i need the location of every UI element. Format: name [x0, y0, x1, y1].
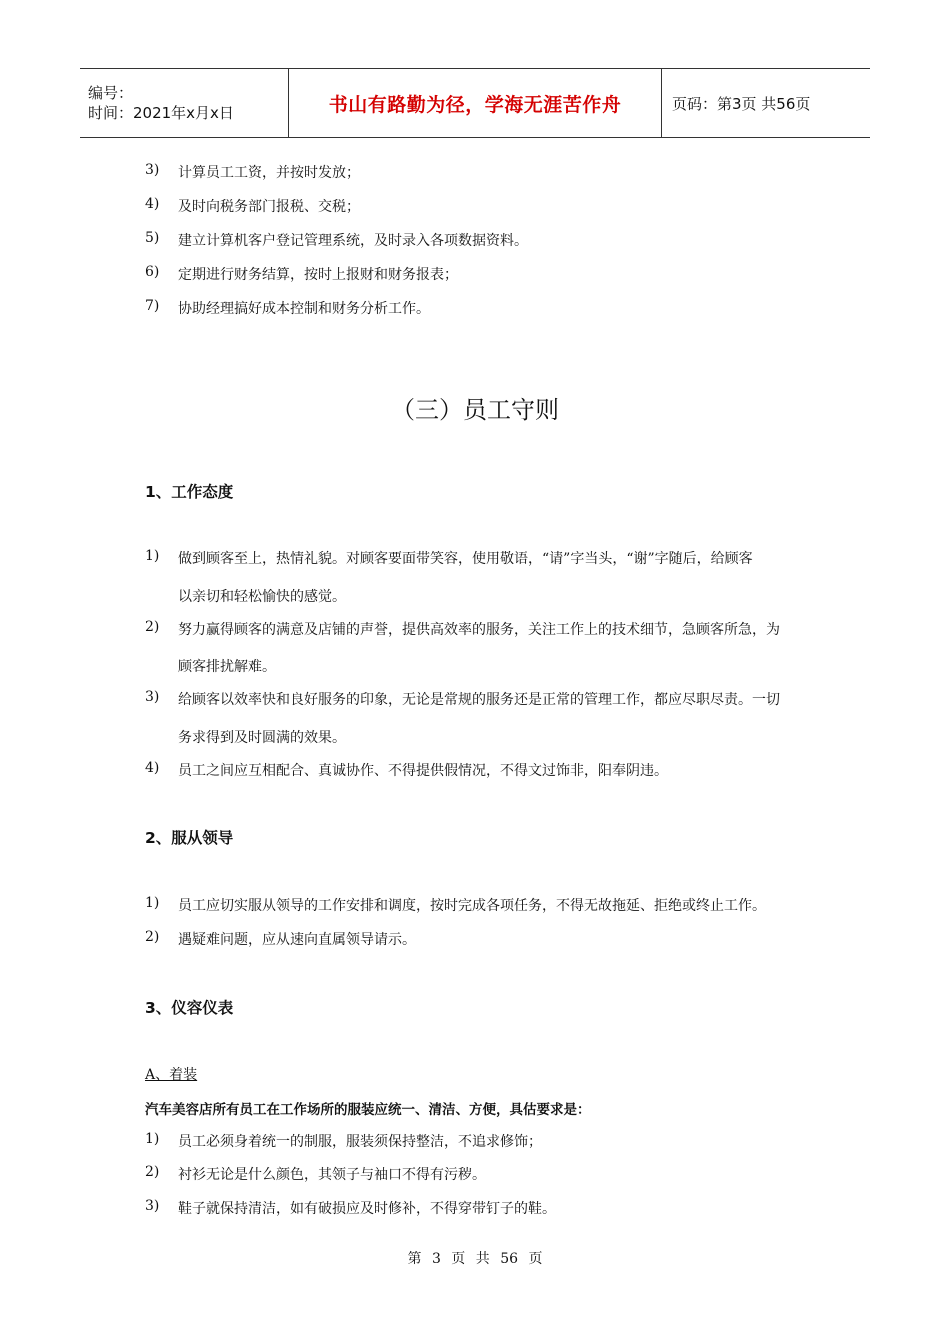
time-label: 时间：2021年x月x日 — [88, 104, 234, 122]
list-item: 遇疑难问题，应从速向直属领导请示。 — [178, 932, 416, 948]
list-item: 协助经理搞好成本控制和财务分析工作。 — [178, 301, 430, 317]
number-label: 编号： — [88, 84, 134, 102]
list-item: 定期进行财务结算，按时上报财和财务报表； — [178, 267, 458, 283]
list-item: 员工之间应互相配合、真诚协作、不得提供假情况，不得文过饰非，阳奉阴违。 — [178, 763, 668, 779]
list-number: 1) — [145, 548, 160, 564]
list-item: 给顾客以效率快和良好服务的印象，无论是常规的服务还是正常的管理工作，都应尽职尽责。一切 — [178, 692, 780, 708]
list-item: 及时向税务部门报税、交税； — [178, 199, 360, 215]
list-item: 计算员工工资，并按时发放； — [178, 165, 360, 181]
list-number: 1) — [145, 895, 160, 911]
list-number: 4) — [145, 196, 160, 212]
list-number: 3) — [145, 1198, 160, 1214]
list-item: 衬衫无论是什么颜色，其领子与袖口不得有污秽。 — [178, 1167, 486, 1183]
motto: 书山有路勤为径，学海无涯苦作舟 — [328, 93, 622, 116]
section-heading: 3、仪容仪表 — [145, 999, 234, 1017]
section-heading: 1、工作态度 — [145, 483, 234, 501]
list-item: 员工必须身着统一的制服，服装须保持整洁，不追求修饰； — [178, 1134, 542, 1150]
list-number: 1) — [145, 1131, 160, 1147]
list-number: 6) — [145, 264, 160, 280]
list-number: 4) — [145, 760, 160, 776]
list-number: 3) — [145, 689, 160, 705]
list-number: 2) — [145, 929, 160, 945]
page-header — [80, 68, 870, 138]
header-middle — [288, 69, 662, 137]
list-number: 7) — [145, 298, 160, 314]
list-item-continuation: 以亲切和轻松愉快的感觉。 — [178, 589, 346, 605]
list-item-continuation: 顾客排扰解难。 — [178, 659, 276, 675]
list-number: 2) — [145, 619, 160, 635]
list-item: 努力赢得顾客的满意及店铺的声誉，提供高效率的服务，关注工作上的技术细节，急顾客所急，为 — [178, 622, 780, 638]
list-number: 5) — [145, 230, 160, 246]
list-number: 2) — [145, 1164, 160, 1180]
header-left — [80, 69, 288, 137]
list-item: 做到顾客至上，热情礼貌。对顾客要面带笑容，使用敬语，“请”字当头，“谢”字随后，给顾客 — [178, 551, 753, 567]
list-number: 3) — [145, 162, 160, 178]
list-item-continuation: 务求得到及时圆满的效果。 — [178, 730, 346, 746]
page-label: 页码：第3页 共56页 — [672, 94, 811, 113]
page-footer: 第 3 页 共 56 页 — [407, 1251, 543, 1267]
list-item: 员工应切实服从领导的工作安排和调度，按时完成各项任务，不得无故拖延、拒绝或终止工作。 — [178, 898, 766, 914]
subsection-heading: A、着装 — [145, 1067, 198, 1083]
header-right — [662, 69, 810, 137]
section-title: （三）员工守则 — [391, 396, 559, 424]
list-item: 鞋子就保持清洁，如有破损应及时修补，不得穿带钉子的鞋。 — [178, 1201, 556, 1217]
section-heading: 2、服从领导 — [145, 829, 234, 847]
intro-text: 汽车美容店所有员工在工作场所的服装应统一、清洁、方便，具估要求是： — [145, 1102, 591, 1118]
list-item: 建立计算机客户登记管理系统，及时录入各项数据资料。 — [178, 233, 528, 249]
